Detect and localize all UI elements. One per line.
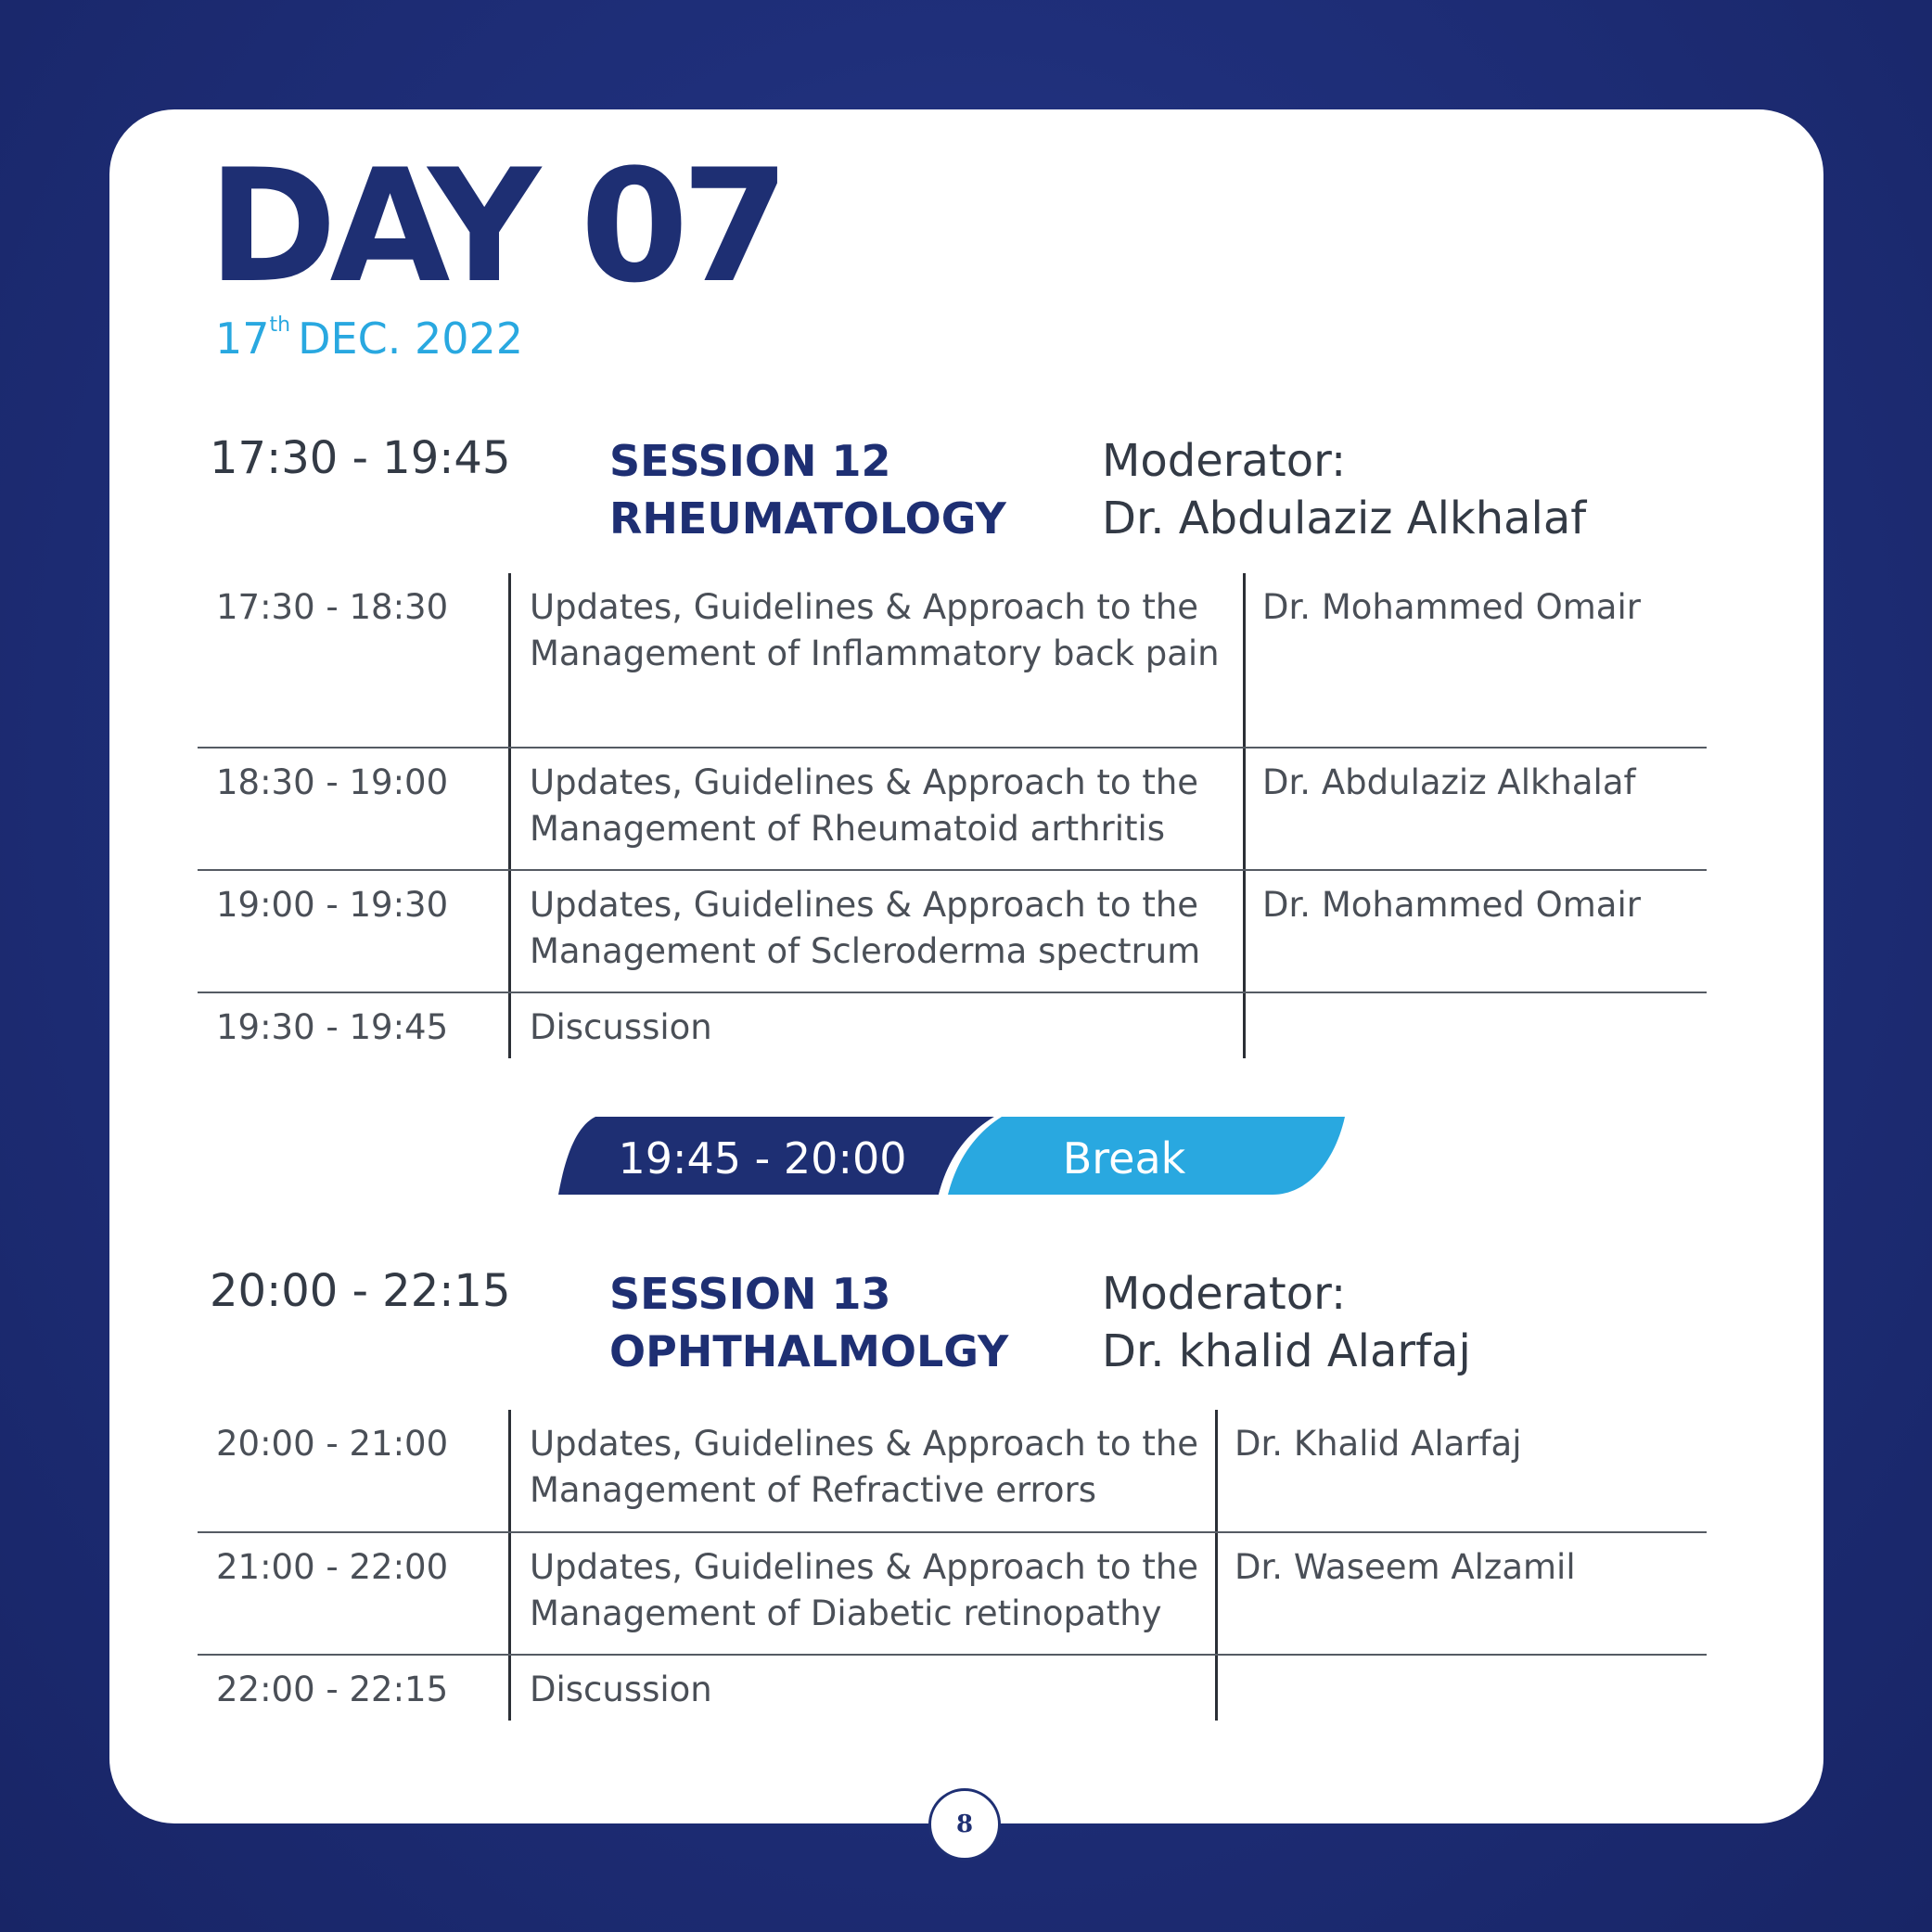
table-row (198, 1654, 1707, 1721)
moderator-label: Moderator: (1102, 435, 1347, 487)
agenda-table-session-12 (198, 573, 1707, 1058)
session-time: 20:00 - 22:15 (210, 1265, 511, 1317)
row-speaker: Dr. Abdulaziz Alkhalaf (1262, 762, 1636, 802)
row-topic: Discussion (511, 1656, 1218, 1721)
session-specialty: RHEUMATOLOGY (609, 493, 1006, 544)
moderator-label: Moderator: (1102, 1268, 1347, 1320)
table-row (198, 1531, 1707, 1654)
row-time: 18:30 - 19:00 (198, 748, 511, 869)
row-time: 21:00 - 22:00 (198, 1533, 511, 1654)
row-speaker (1218, 1656, 1707, 1721)
row-speaker: Dr. Mohammed Omair (1262, 587, 1641, 627)
table-row (198, 573, 1707, 747)
break-label: Break (1062, 1133, 1186, 1184)
page-number: 8 (928, 1788, 1001, 1861)
moderator-name: Dr. Abdulaziz Alkhalaf (1102, 493, 1587, 544)
row-time: 19:30 - 19:45 (198, 993, 511, 1058)
session-time: 17:30 - 19:45 (210, 432, 511, 484)
session-number: SESSION 12 (609, 436, 891, 486)
day-title: DAY 07 (208, 135, 783, 317)
session-number: SESSION 13 (609, 1269, 891, 1319)
row-topic: Updates, Guidelines & Approach to the Management of Refractive errors (511, 1410, 1218, 1531)
table-row (198, 869, 1707, 992)
row-topic: Updates, Guidelines & Approach to the Management of Scleroderma spectrum (511, 871, 1246, 992)
break-banner (558, 1117, 1345, 1195)
session-title (609, 432, 1006, 547)
row-topic: Updates, Guidelines & Approach to the Management of Rheumatoid arthritis (511, 748, 1246, 869)
break-time: 19:45 - 20:00 (618, 1133, 907, 1184)
session-title (609, 1265, 1008, 1380)
session-moderator (1102, 432, 1586, 547)
date-day: 17 (215, 313, 270, 364)
session-header-13 (0, 1258, 1932, 1388)
row-time: 17:30 - 18:30 (198, 573, 511, 747)
row-topic: Updates, Guidelines & Approach to the Management of Inflammatory back pain (511, 573, 1246, 747)
day-date (215, 313, 524, 364)
session-moderator (1102, 1265, 1471, 1380)
row-time: 19:00 - 19:30 (198, 871, 511, 992)
row-speaker: Dr. Khalid Alarfaj (1235, 1424, 1522, 1464)
moderator-name: Dr. khalid Alarfaj (1102, 1325, 1471, 1377)
session-specialty: OPHTHALMOLGY (609, 1326, 1009, 1376)
table-row (198, 1410, 1707, 1531)
row-time: 20:00 - 21:00 (198, 1410, 511, 1531)
date-rest: DEC. 2022 (298, 313, 524, 364)
row-time: 22:00 - 22:15 (198, 1656, 511, 1721)
agenda-table-session-13 (198, 1410, 1707, 1721)
table-row (198, 992, 1707, 1058)
row-speaker (1246, 993, 1707, 1058)
row-speaker: Dr. Waseem Alzamil (1235, 1547, 1576, 1587)
row-topic: Updates, Guidelines & Approach to the Management of Diabetic retinopathy (511, 1533, 1218, 1654)
date-suffix: th (269, 313, 291, 337)
table-row (198, 747, 1707, 869)
row-topic: Discussion (511, 993, 1246, 1058)
row-speaker: Dr. Mohammed Omair (1262, 885, 1641, 925)
session-header-12 (0, 425, 1932, 555)
